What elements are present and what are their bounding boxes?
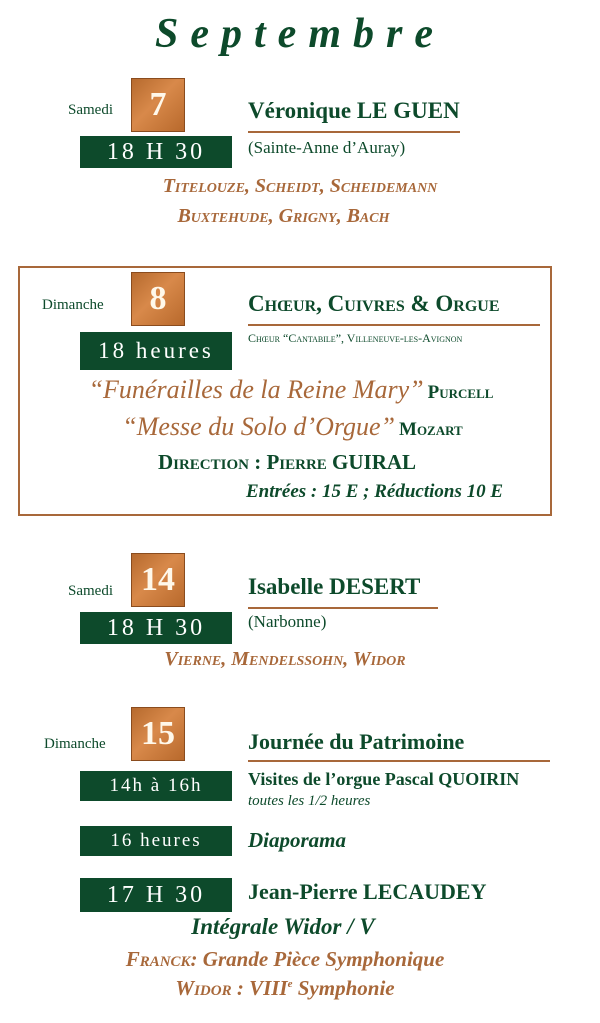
work-title: “Messe du Solo d’Orgue” <box>122 412 396 441</box>
director-last-name: GUIRAL <box>332 450 417 474</box>
prices: Entrées : 15 E ; Réductions 10 E <box>246 481 504 502</box>
performer-underline <box>248 131 460 133</box>
work-title: Grande Pièce Symphonique <box>202 947 445 971</box>
composer-name: Widor : <box>175 976 244 1000</box>
works-line <box>0 947 570 972</box>
composer-name: Franck: <box>125 947 198 971</box>
diaporama-label: Diaporama <box>248 828 347 852</box>
time-bar: 18 H 30 <box>80 136 232 168</box>
ensemble-subtitle: Chœur “Cantabile”, Villeneuve-les-Avignon <box>248 331 463 345</box>
day-label: Samedi <box>68 102 113 118</box>
work-title: VIIIe Symphonie <box>249 976 395 1000</box>
performer-name: Chœur, Cuivres & Orgue <box>248 291 500 316</box>
day-label: Samedi <box>68 583 113 599</box>
visit-info: Visites de l’orgue Pascal QUOIRIN <box>248 769 520 789</box>
visit-note: toutes les 1/2 heures <box>248 793 371 809</box>
performer-name: Isabelle DESERT <box>248 574 421 599</box>
venue: (Narbonne) <box>248 612 327 631</box>
date-badge: 15 <box>131 707 185 761</box>
month-title: Septembre <box>155 11 445 57</box>
work-title: “Funérailles de la Reine Mary” <box>88 375 424 404</box>
performer-name: Véronique LE GUEN <box>248 98 460 123</box>
program-line <box>0 412 585 442</box>
time-bar: 17 H 30 <box>80 878 232 912</box>
works-line: Buxtehude, Grigny, Bach <box>177 205 390 227</box>
works-line: Titelouze, Scheidt, Scheidemann <box>162 175 438 197</box>
program-title: Intégrale Widor / V <box>191 914 375 939</box>
venue: (Sainte-Anne d’Auray) <box>248 138 406 157</box>
works-line <box>0 976 570 1001</box>
composer-name: Purcell <box>427 382 494 403</box>
date-badge: 14 <box>131 553 185 607</box>
composer-name: Mozart <box>399 419 463 440</box>
director-first-name: Pierre <box>266 450 327 474</box>
time-bar: 18 H 30 <box>80 612 232 644</box>
day-label: Dimanche <box>42 297 104 313</box>
time-bar: 14h à 16h <box>80 771 232 801</box>
date-badge: 7 <box>131 78 185 132</box>
time-bar: 18 heures <box>80 332 232 370</box>
performer-underline <box>248 324 540 326</box>
direction-line <box>0 450 574 475</box>
day-label: Dimanche <box>44 736 106 752</box>
date-badge: 8 <box>131 272 185 326</box>
direction-label: Direction : <box>157 450 262 474</box>
performer-name: Jean-Pierre LECAUDEY <box>248 879 487 904</box>
program-line <box>0 375 582 405</box>
performer-underline <box>248 607 438 609</box>
time-bar: 16 heures <box>80 826 232 856</box>
title-underline <box>248 760 550 762</box>
works-line: Vierne, Mendelssohn, Widor <box>164 648 406 670</box>
event-title: Journée du Patrimoine <box>248 729 465 754</box>
